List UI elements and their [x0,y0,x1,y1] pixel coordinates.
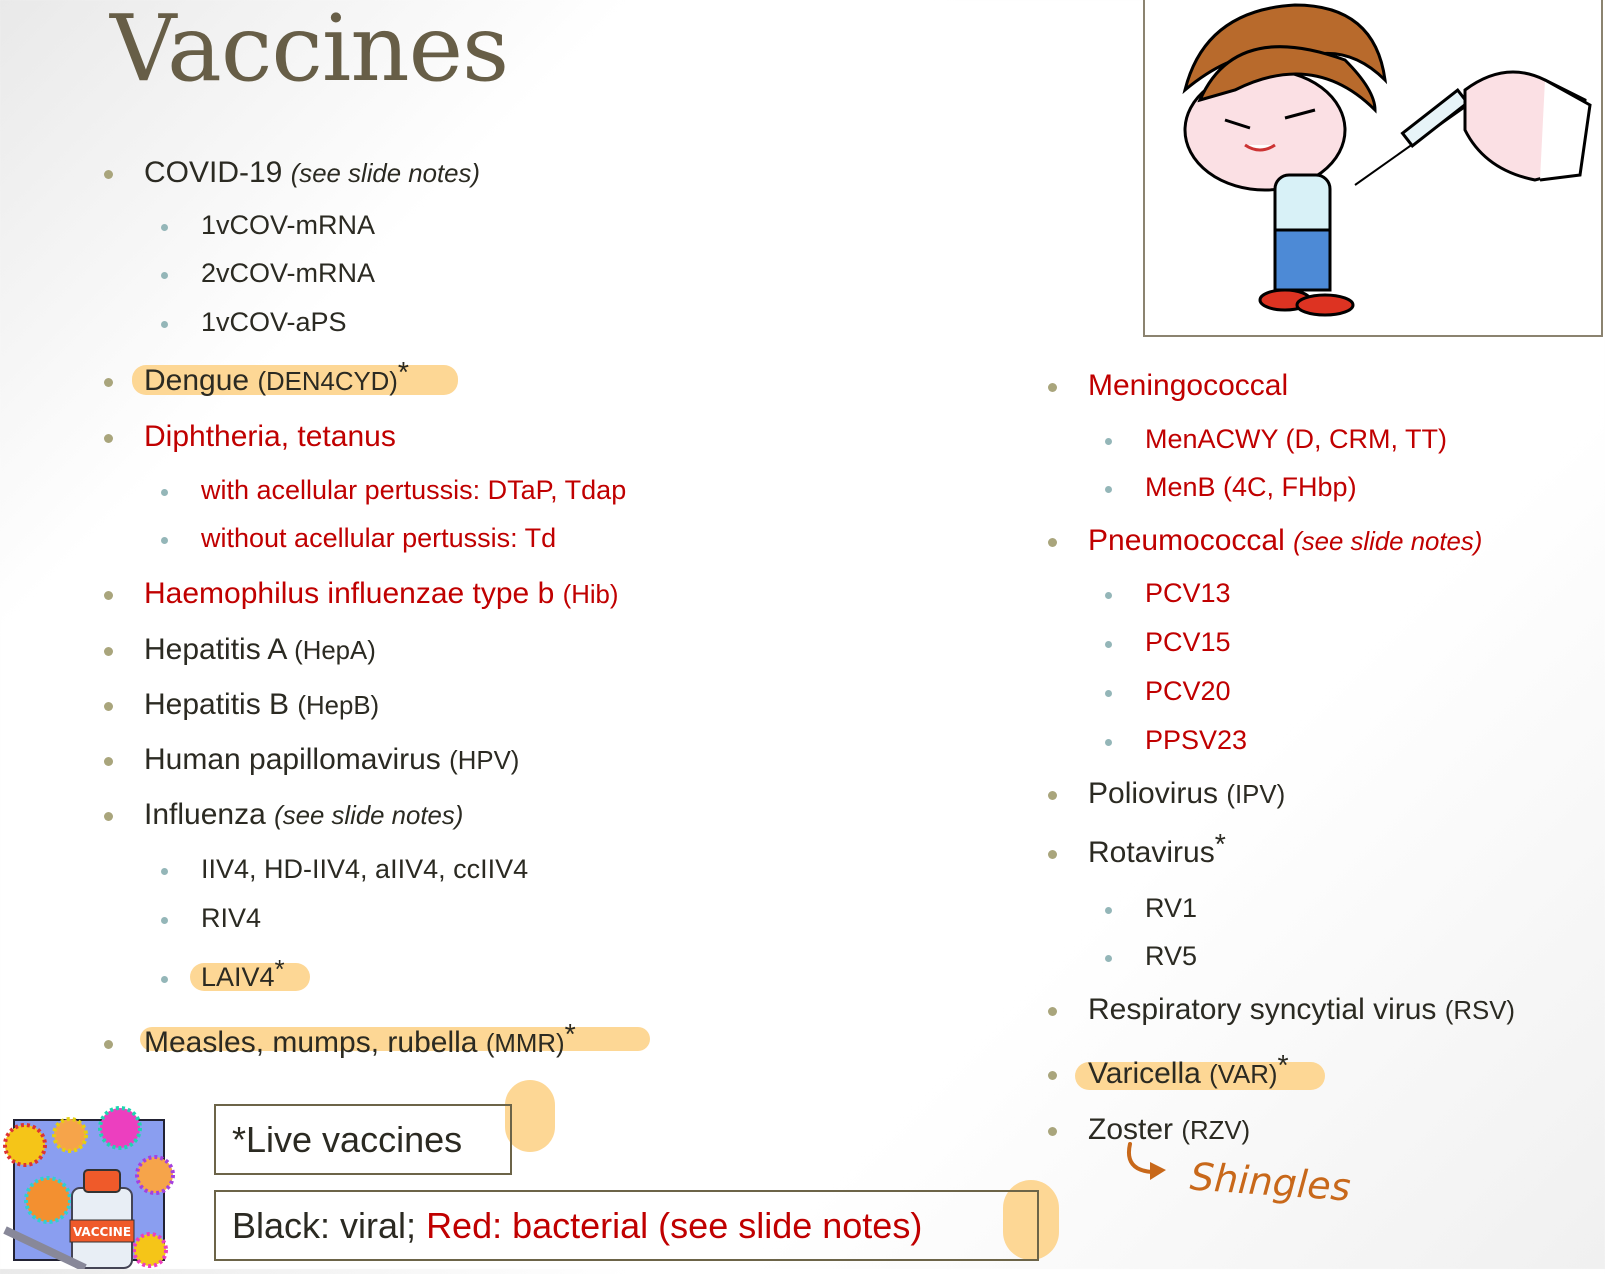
bullet-icon [161,321,168,328]
bullet-icon [1105,641,1112,648]
list-subitem: MenACWY (D, CRM, TT) [1145,426,1447,453]
list-subitem: RIV4 [201,905,261,932]
bullet-icon [1105,486,1112,493]
bullet-icon [161,537,168,544]
list-item-poliovirus: Poliovirus (IPV) [1088,779,1285,809]
bullet-icon [104,434,113,443]
bullet-icon [1105,739,1112,746]
list-item-diphtheria-tetanus: Diphtheria, tetanus [144,422,396,452]
bullet-icon [1048,791,1057,800]
list-item-influenza: Influenza (see slide notes) [144,800,463,830]
bullet-icon [161,917,168,924]
list-item-hpv: Human papillomavirus (HPV) [144,745,519,775]
svg-text:VACCINE: VACCINE [72,1225,132,1239]
vaccine-vial-clipart [0,1100,180,1269]
list-subitem: PCV13 [1145,580,1231,607]
list-subitem: with acellular pertussis: DTaP, Tdap [201,477,626,504]
bullet-icon [104,647,113,656]
bullet-icon [1105,438,1112,445]
list-subitem-laiv4: LAIV4* [201,964,285,992]
color-key-legend-box: Black: viral; Red: bacterial (see slide notes) [214,1190,1039,1261]
bullet-icon [104,702,113,711]
list-subitem: without acellular pertussis: Td [201,525,556,552]
bullet-icon [161,868,168,875]
highlight-star-mark [505,1080,555,1152]
bullet-icon [1048,1007,1057,1016]
list-subitem: PCV20 [1145,678,1231,705]
list-item-hepatitis-b: Hepatitis B (HepB) [144,690,379,720]
list-subitem: RV5 [1145,943,1197,970]
list-subitem: IIV4, HD-IIV4, aIIV4, ccIIV4 [201,856,528,883]
list-item-hib: Haemophilus influenzae type b (Hib) [144,579,619,609]
bullet-icon [104,757,113,766]
bullet-icon [1105,592,1112,599]
list-item-zoster: Zoster (RZV) [1088,1115,1250,1145]
bullet-icon [104,378,113,387]
slide-title: Vaccines [110,0,509,102]
list-subitem: 1vCOV-aPS [201,309,347,336]
list-subitem: 1vCOV-mRNA [201,212,375,239]
boy-injection-image [1143,0,1603,337]
bullet-icon [1048,383,1057,392]
list-subitem: PPSV23 [1145,727,1247,754]
list-item-meningococcal: Meningococcal [1088,371,1288,401]
bullet-icon [104,1040,113,1049]
list-item-rotavirus: Rotavirus* [1088,838,1226,868]
bullet-icon [161,224,168,231]
list-item-hepatitis-a: Hepatitis A (HepA) [144,635,376,665]
bullet-icon [1048,850,1057,859]
list-item-covid19: COVID-19 (see slide notes) [144,158,480,188]
list-subitem: 2vCOV-mRNA [201,260,375,287]
bullet-icon [1105,907,1112,914]
bullet-icon [1048,538,1057,547]
bullet-icon [104,170,113,179]
curved-arrow-icon [1122,1140,1182,1190]
list-subitem: PCV15 [1145,629,1231,656]
bullet-icon [1048,1071,1057,1080]
list-item-pneumococcal: Pneumococcal (see slide notes) [1088,526,1482,556]
bullet-icon [1048,1127,1057,1136]
live-vaccines-legend-box: *Live vaccines [214,1104,512,1175]
list-subitem: MenB (4C, FHbp) [1145,474,1357,501]
bullet-icon [104,812,113,821]
list-item-dengue: Dengue (DEN4CYD)* [144,366,409,396]
list-item-varicella: Varicella (VAR)* [1088,1059,1289,1089]
list-item-mmr: Measles, mumps, rubella (MMR)* [144,1028,576,1058]
bullet-icon [1105,690,1112,697]
handwritten-shingles-note: Shingles [1188,1154,1353,1210]
bullet-icon [104,591,113,600]
list-subitem: RV1 [1145,895,1197,922]
bullet-icon [1105,955,1112,962]
bullet-icon [161,976,168,983]
list-item-rsv: Respiratory syncytial virus (RSV) [1088,995,1515,1025]
bullet-icon [161,272,168,279]
bullet-icon [161,489,168,496]
